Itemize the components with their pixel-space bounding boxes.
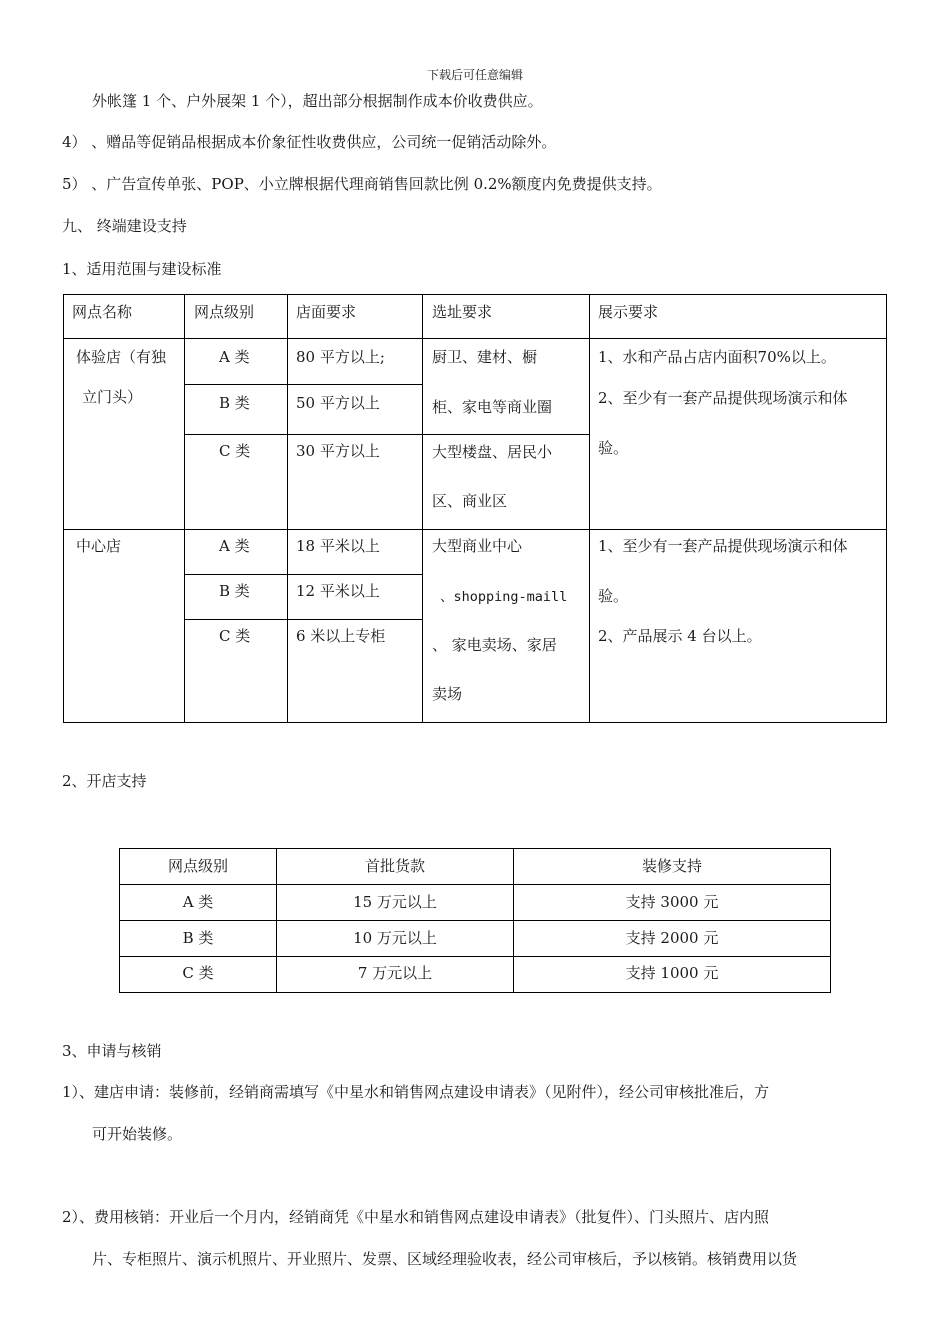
table-cell: 支持 3000 元 — [625, 893, 719, 911]
cell-site-req: 区、商业区 — [432, 492, 508, 510]
table-cell: 10 万元以上 — [353, 929, 437, 947]
cell-level: A 类 — [219, 348, 250, 366]
cell-store-req: 50 平方以上 — [296, 394, 380, 412]
paragraph-line: 4） 、赠品等促销品根据成本价象征性收费供应，公司统一促销活动除外。 — [62, 133, 557, 151]
cell-site-req: 大型楼盘、居民小 — [432, 443, 553, 461]
table-cell: 支持 1000 元 — [625, 964, 719, 982]
paragraph-line: 2）、费用核销：开业后一个月内，经销商凭《中星水和销售网点建设申请表》（批复件）、门头照片、店内照 — [62, 1208, 770, 1226]
cell-level: C 类 — [219, 442, 251, 460]
standards-table — [63, 294, 887, 723]
cell-store-req: 30 平方以上 — [296, 442, 380, 460]
col-header-decoration: 装修支持 — [641, 857, 702, 875]
cell-display-req: 2、产品展示 4 台以上。 — [598, 627, 762, 645]
table-cell: 支持 2000 元 — [625, 929, 719, 947]
cell-level: B 类 — [219, 582, 250, 600]
cell-display-req: 2、至少有一套产品提供现场演示和体 — [598, 389, 848, 407]
cell-store-name: 体验店（有独 — [76, 348, 167, 366]
cell-display-req: 1、水和产品占店内面积70%以上。 — [598, 348, 836, 366]
cell-site-req: 、shopping-maill — [440, 589, 568, 605]
cell-store-req: 12 平米以上 — [296, 582, 380, 600]
col-header-display: 展示要求 — [598, 303, 659, 321]
subsection-heading: 2、开店支持 — [62, 772, 147, 790]
col-header-level: 网点级别 — [194, 303, 255, 321]
subsection-heading: 3、申请与核销 — [62, 1042, 162, 1060]
cell-store-name: 立门头） — [82, 388, 143, 406]
cell-level: B 类 — [219, 394, 250, 412]
col-header-level: 网点级别 — [167, 857, 228, 875]
cell-level: A 类 — [219, 537, 250, 555]
table-cell: 15 万元以上 — [353, 893, 437, 911]
paragraph-line: 外帐篷 1 个、户外展架 1 个），超出部分根据制作成本价收费供应。 — [92, 92, 543, 110]
cell-site-req: 卖场 — [432, 685, 463, 703]
paragraph-line: 可开始装修。 — [92, 1125, 183, 1143]
cell-display-req: 1、至少有一套产品提供现场演示和体 — [598, 537, 848, 555]
col-header-name: 网点名称 — [72, 303, 133, 321]
cell-site-req: 柜、家电等商业圈 — [432, 398, 553, 416]
paragraph-line: 片、专柜照片、演示机照片、开业照片、发票、区域经理验收表，经公司审核后，予以核销。核销费用以货 — [92, 1250, 798, 1268]
cell-store-req: 18 平米以上 — [296, 537, 380, 555]
subsection-heading: 1、适用范围与建设标准 — [62, 260, 222, 278]
col-header-first-payment: 首批货款 — [364, 857, 425, 875]
cell-display-req: 验。 — [598, 587, 629, 605]
cell-store-req: 6 米以上专柜 — [296, 627, 386, 645]
cell-display-req: 验。 — [598, 439, 629, 457]
page-header: 下载后可任意编辑 — [426, 68, 523, 82]
paragraph-line: 5） 、广告宣传单张、POP、小立牌根据代理商销售回款比例 0.2%额度内免费提供支持。 — [62, 175, 662, 193]
col-header-store: 店面要求 — [296, 303, 357, 321]
opening-support-table — [119, 848, 831, 993]
table-cell: B 类 — [182, 929, 214, 947]
table-cell: C 类 — [182, 964, 214, 982]
cell-level: C 类 — [219, 627, 251, 645]
cell-store-name: 中心店 — [76, 537, 122, 555]
paragraph-line: 1）、建店申请：装修前，经销商需填写《中星水和销售网点建设申请表》（见附件），经公司审核批准后，方 — [62, 1083, 770, 1101]
col-header-site: 选址要求 — [432, 303, 493, 321]
section-heading: 九、 终端建设支持 — [62, 217, 187, 235]
table-cell: 7 万元以上 — [357, 964, 433, 982]
cell-site-req: 、 家电卖场、家居 — [432, 636, 557, 654]
cell-site-req: 厨卫、建材、橱 — [432, 348, 538, 366]
cell-store-req: 80 平方以上; — [296, 348, 385, 366]
table-cell: A 类 — [182, 893, 214, 911]
cell-site-req: 大型商业中心 — [432, 537, 523, 555]
